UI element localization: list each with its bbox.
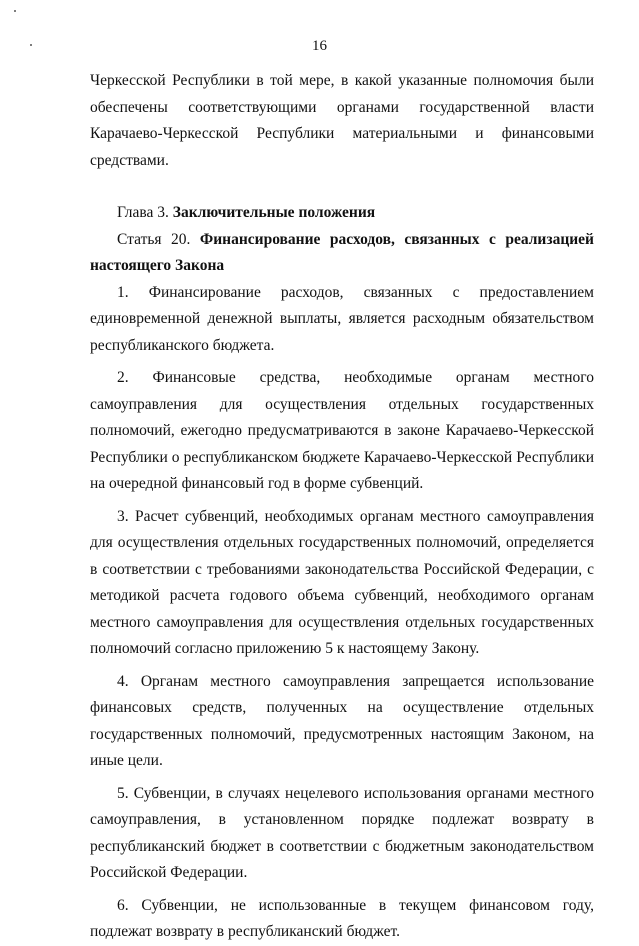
chapter-heading [90, 200, 594, 227]
paragraph-6: 6. Субвенции, не использованные в текущем финансовом году, подлежат возврату в республиканский бюджет. [90, 896, 594, 940]
paragraph-4: 4. Органам местного самоуправления запрещается использование финансовых средств, полученных на осуществление отдельных государственных полномочий, предусмотренных настоящим Законом, на иные цели. [90, 672, 594, 769]
article-prefix: Статья 20. [117, 230, 200, 248]
paragraph-1: 1. Финансирование расходов, связанных с предоставлением единовременной денежной выплаты, является расходным обязательством республиканского бюджета. [90, 283, 594, 354]
chapter-title: Заключительные положения [172, 204, 376, 221]
scan-speck [14, 10, 16, 12]
continuation-paragraph: Черкесской Республики в той мере, в какой указанные полномочия были обеспечены соответствующими органами государственной власти Карачаево-Черкесской Республики материальными и финансовыми средствами. [90, 72, 594, 169]
chapter-prefix: Глава 3. [117, 204, 173, 221]
article-title: Финансирование расходов, связанных с реализацией настоящего Закона [90, 230, 594, 274]
page-number: 16 [312, 38, 327, 54]
paragraph-2: 2. Финансовые средства, необходимые органам местного самоуправления для осуществления отдельных государственных полномочий, ежегодно предусматриваются в законе Карачаево-Черкесской Республики о республиканском бюджете Карачаево-Черкесской Республики на очередной финансовый год в форме субвенций. [90, 369, 594, 492]
paragraph-5: 5. Субвенции, в случаях нецелевого использования органами местного самоуправления, в установленном порядке подлежат возврату в республиканский бюджет в соответствии с бюджетным законодательством Российской Федерации. [90, 784, 594, 881]
paragraph-3: 3. Расчет субвенций, необходимых органам местного самоуправления для осуществления отдельных государственных полномочий, определяется в соответствии с требованиями законодательства Российской Федерации, с методикой расчета годового объема субвенций, необходимого органам местного самоуправления для осуществления отдельных государственных полномочий согласно приложению 5 к настоящему Закону. [90, 507, 594, 657]
article-heading [90, 227, 594, 280]
document-body [90, 68, 594, 946]
